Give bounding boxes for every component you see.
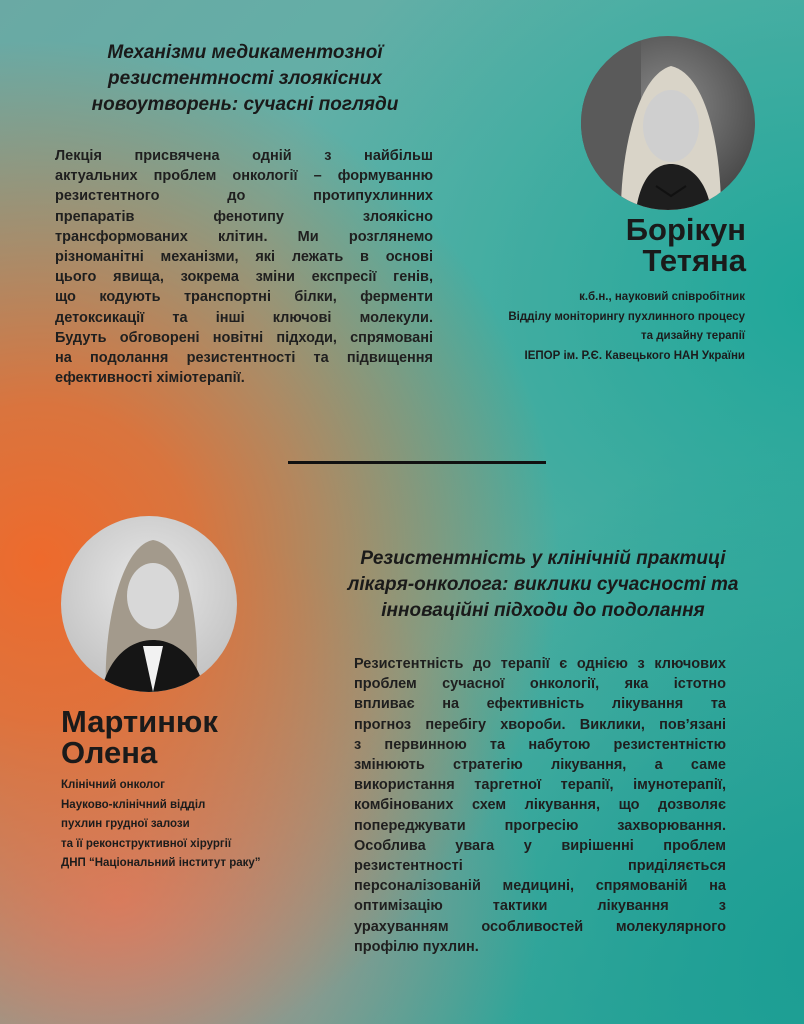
speaker-surname: Борікун <box>625 212 746 247</box>
speaker-affiliation-borikun <box>440 288 745 366</box>
abstract-line: резистентності приділяється <box>354 858 726 875</box>
speaker-firstname: Олена <box>61 735 158 770</box>
affiliation-line: Науково-клінічний відділ <box>61 798 206 811</box>
abstract-line: різноманітні механізми, які лежать в основі <box>55 249 433 266</box>
abstract-line: комбінованих схем лікування, що дозволяє <box>354 797 726 814</box>
speaker-name-martyniuk <box>61 706 281 768</box>
abstract-line: проблем сучасної онкології, яка істотно <box>354 676 726 693</box>
title-line: інноваційні підходи до подолання <box>381 600 705 621</box>
abstract-line: препаратів фенотипу злоякісно <box>55 208 433 225</box>
speaker-photo-martyniuk <box>61 516 237 692</box>
title-line: новоутворень: сучасні погляди <box>91 94 399 115</box>
abstract-line: впливає на ефективність лікування та <box>354 696 726 713</box>
affiliation-line: ІЕПОР ім. Р.Є. Кавецького НАН України <box>524 349 745 362</box>
affiliation-line: к.б.н., науковий співробітник <box>579 291 745 303</box>
abstract-line: трансформованих клітин. Ми розглянемо <box>55 228 433 245</box>
speaker-firstname: Тетяна <box>642 243 746 278</box>
abstract-line: змінюють стратегію лікування, а саме <box>354 757 726 774</box>
abstract-line: з первинною та набутою резистентністю <box>354 736 726 753</box>
abstract-line: що кодують транспортні білки, ферменти <box>55 289 433 306</box>
abstract-line: урахуванням особливостей молекулярного <box>354 918 726 935</box>
title-line: лікаря-онколога: виклики сучасності та <box>347 574 739 595</box>
affiliation-line: ДНП “Національний інститут раку” <box>61 857 261 869</box>
abstract-line: персоналізованій медицині, спрямованій на <box>354 878 726 895</box>
abstract-line: ефективності хіміотерапії. <box>55 370 245 387</box>
abstract-line: детоксикації та інші ключові молекули. <box>55 309 433 326</box>
affiliation-line: Клінічний онколог <box>61 779 165 791</box>
abstract-line: резистентного до протипухлинних <box>55 188 433 205</box>
abstract-line: цього явища, зокрема зміни експресії генів, <box>55 269 433 286</box>
speaker-surname: Мартинюк <box>61 704 218 739</box>
lecture-abstract-1 <box>55 146 433 388</box>
abstract-line: Особлива увага у вирішенні проблем <box>354 837 726 854</box>
title-line: резистентності злоякісних <box>108 68 382 89</box>
abstract-line: Лекція присвячена одній з найбільш <box>55 148 433 164</box>
abstract-line: використання таргетної терапії, імунотерапії, <box>354 777 726 794</box>
abstract-line: профілю пухлин. <box>354 938 479 955</box>
affiliation-line: та її реконструктивної хірургії <box>61 837 232 850</box>
speaker-photo-borikun <box>581 36 755 210</box>
lecture-title-2 <box>328 546 758 624</box>
abstract-line: актуальних проблем онкології – формуванню <box>55 168 433 185</box>
abstract-line: попереджувати прогресію захворювання. <box>354 817 726 834</box>
abstract-line: Резистентність до терапії є однією з ключових <box>354 656 726 672</box>
abstract-line: на подолання резистентності та підвищення <box>55 350 433 367</box>
title-line: Резистентність у клінічній практиці <box>360 548 726 569</box>
lecture-abstract-2 <box>354 654 726 957</box>
affiliation-line: пухлин грудної залози <box>61 818 190 830</box>
lecture-title-1 <box>60 40 430 118</box>
speaker-affiliation-martyniuk <box>61 776 321 874</box>
title-line: Механізми медикаментозної <box>107 42 383 63</box>
abstract-line: прогноз перебігу хвороби. Виклики, пов’язані <box>354 716 726 733</box>
affiliation-line: Відділу моніторингу пухлинного процесу <box>508 310 745 323</box>
section-divider <box>288 461 546 464</box>
abstract-line: оптимізацію тактики лікування з <box>354 898 726 915</box>
speaker-name-borikun <box>590 214 746 276</box>
affiliation-line: та дизайну терапії <box>641 330 745 342</box>
abstract-line: Будуть обговорені новітні підходи, спрямовані <box>55 329 433 346</box>
